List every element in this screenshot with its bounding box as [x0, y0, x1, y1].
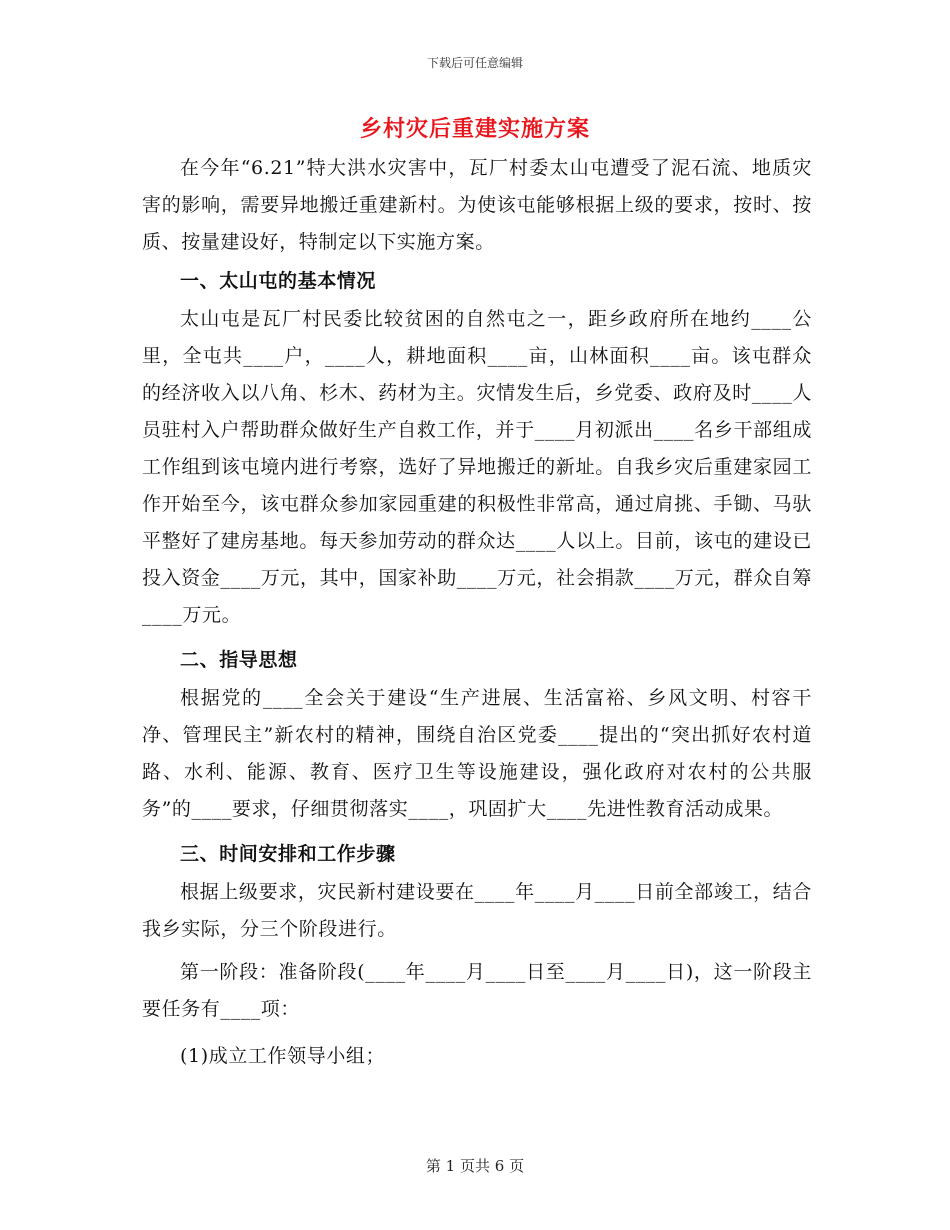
phase-one-paragraph: 第一阶段：准备阶段(____年____月____日至____月____日)，这一阶段主要任务有____项： — [142, 961, 812, 1020]
schedule-paragraph: 根据上级要求，灾民新村建设要在____年____月____日前全部竣工，结合我乡实际，分三个阶段进行。 — [142, 881, 812, 940]
section-heading-guiding-ideology: 二、指导思想 — [180, 649, 298, 671]
guiding-ideology-paragraph: 根据党的____全会关于建设“生产进展、生活富裕、乡风文明、村容干净、管理民主”新农村的精神，围绕自治区党委____提出的“突出抓好农村道路、水利、能源、教育、医疗卫生等设施建设，强化政府对农村的公共服务”的____要求，仔细贯彻落实____，巩固扩大____先进性教育活动成果。 — [142, 687, 812, 820]
document-body — [142, 150, 812, 1075]
section-heading-basic-situation: 一、太山屯的基本情况 — [180, 270, 377, 292]
task-list-item: (1)成立工作领导小组； — [180, 1045, 386, 1067]
document-title: 乡村灾后重建实施方案 — [359, 116, 590, 142]
section-heading-schedule: 三、时间安排和工作步骤 — [180, 843, 396, 865]
basic-situation-paragraph: 太山屯是瓦厂村民委比较贫困的自然屯之一，距乡政府所在地约____公里，全屯共____户，____人，耕地面积____亩，山林面积____亩。该屯群众的经济收入以八角、杉木、药材为主。灾情发生后，乡党委、政府及时____人员驻村入户帮助群众做好生产自救工作，并于____月初派出____名乡干部组成工作组到该屯境内进行考察，选好了异地搬迁的新址。自我乡灾后重建家园工作开始至今，该屯群众参加家园重建的积极性非常高，通过肩挑、手锄、马驮平整好了建房基地。每天参加劳动的群众达____人以上。目前，该屯的建设已投入资金____万元，其中，国家补助____万元，社会捐款____万元，群众自筹____万元。 — [142, 308, 813, 626]
page-number: 第 1 页共 6 页 — [425, 1157, 525, 1175]
header-note: 下载后可任意编辑 — [426, 56, 523, 70]
intro-paragraph: 在今年“6.21”特大洪水灾害中，瓦厂村委太山屯遭受了泥石流、地质灾害的影响，需要异地搬迁重建新村。为使该屯能够根据上级的要求，按时、按质、按量建设好，特制定以下实施方案。 — [142, 157, 812, 253]
